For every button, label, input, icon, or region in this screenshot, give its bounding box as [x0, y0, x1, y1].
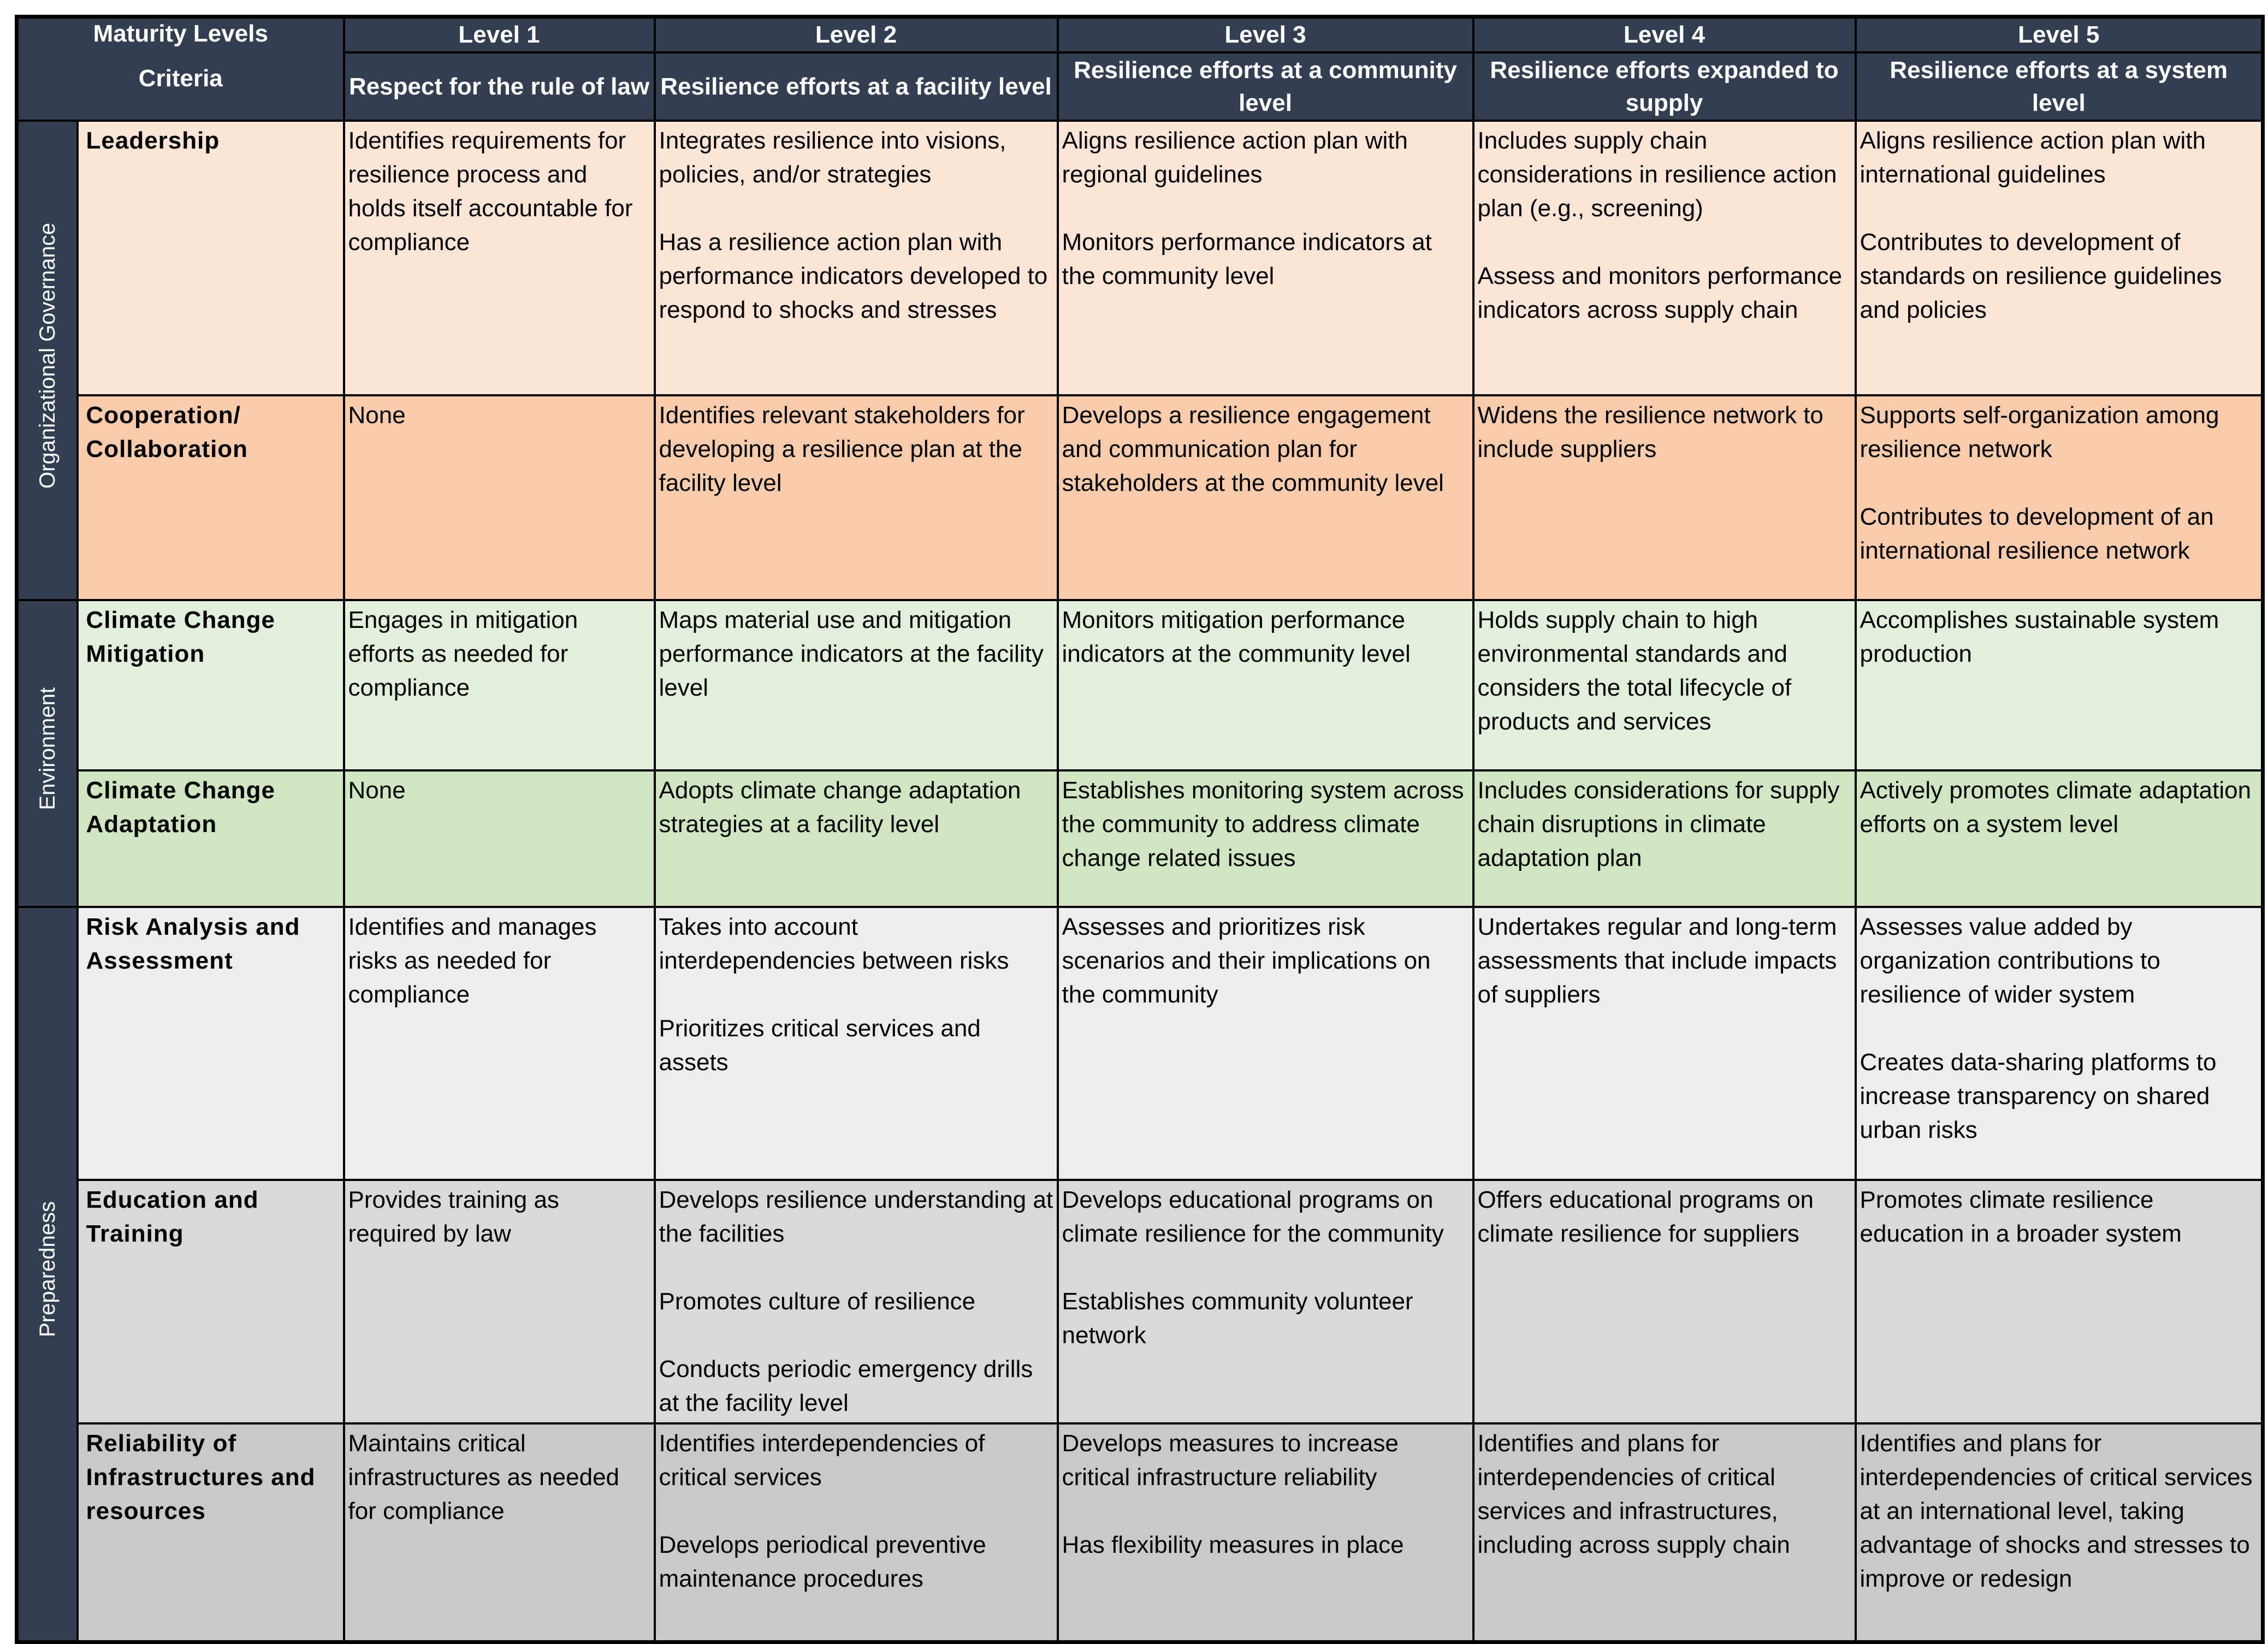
cell-text: Assesses value added by organization contributions to resilience of wider system — [1860, 913, 2160, 1008]
criterion-label: Climate Change Adaptation — [78, 770, 344, 907]
criterion-label: Education and Training — [78, 1180, 344, 1423]
cell-text: Takes into account interdependencies between risks — [659, 913, 1009, 974]
level-3-cell — [1058, 1423, 1473, 1642]
level-1-cell — [344, 600, 655, 770]
level-1-cell — [344, 907, 655, 1180]
cell-text: Supports self-organization among resilience network — [1860, 402, 2219, 462]
level-5-cell — [1856, 395, 2263, 600]
level-4-cell — [1473, 907, 1856, 1180]
level-2-cell — [655, 395, 1058, 600]
criterion-label: Cooperation/ Collaboration — [78, 395, 344, 600]
group-label: Preparedness — [35, 1201, 60, 1338]
maturity-levels-label: Maturity Levels — [93, 20, 268, 47]
cell-text: Offers educational programs on climate resilience for suppliers — [1477, 1186, 1814, 1247]
cell-text: Integrates resilience into visions, policies, and/or strategies — [659, 127, 1006, 188]
level-1-cell — [344, 395, 655, 600]
group-label: Organizational Governance — [35, 223, 60, 489]
group-label: Environment — [35, 687, 60, 810]
cell-text: Contributes to development of standards on resilience guidelines and policies — [1860, 229, 2222, 323]
level-3-cell — [1058, 600, 1473, 770]
cell-text: Undertakes regular and long-term assessments that include impacts of suppliers — [1477, 913, 1837, 1008]
level-3-cell — [1058, 907, 1473, 1180]
cell-text: Promotes climate resilience education in a broader system — [1860, 1186, 2182, 1247]
level-5-cell — [1856, 121, 2263, 395]
level-5-cell — [1856, 770, 2263, 907]
cell-text: Develops resilience understanding at the facilities — [659, 1186, 1053, 1247]
cell-text: Contributes to development of an international resilience network — [1860, 503, 2214, 564]
level-5-cell — [1856, 1423, 2263, 1642]
level-5-header: Level 5 — [1856, 17, 2263, 53]
cell-text: Conducts periodic emergency drills at the facility level — [659, 1356, 1033, 1416]
level-1-cell — [344, 1423, 655, 1642]
cell-text: Maintains critical infrastructures as needed for compliance — [348, 1430, 620, 1524]
criteria-row — [17, 1423, 2263, 1642]
cell-text: Identifies and plans for interdependencies of critical services and infrastructures, including across supply chain — [1477, 1430, 1790, 1558]
cell-text: Monitors performance indicators at the community level — [1062, 229, 1432, 289]
cell-text: Prioritizes critical services and assets — [659, 1015, 981, 1076]
criterion-label: Climate Change Mitigation — [78, 600, 344, 770]
cell-text: Adopts climate change adaptation strategies at a facility level — [659, 777, 1021, 838]
level-4-cell — [1473, 770, 1856, 907]
group-label-cell — [17, 600, 78, 907]
level-3-description: Resilience efforts at a community level — [1058, 52, 1473, 121]
cell-text: Widens the resilience network to include suppliers — [1477, 402, 1823, 462]
cell-text: Identifies requirements for resilience process and holds itself accountable for compliance — [348, 127, 633, 256]
criterion-label: Leadership — [78, 121, 344, 395]
cell-text: Engages in mitigation efforts as needed for compliance — [348, 607, 578, 701]
level-4-description: Resilience efforts expanded to supply — [1473, 52, 1856, 121]
criterion-label: Risk Analysis and Assessment — [78, 907, 344, 1180]
level-4-cell — [1473, 1180, 1856, 1423]
level-4-header: Level 4 — [1473, 17, 1856, 53]
level-1-cell — [344, 1180, 655, 1423]
criteria-row — [17, 1180, 2263, 1423]
level-5-cell — [1856, 907, 2263, 1180]
cell-text: Aligns resilience action plan with regional guidelines — [1062, 127, 1408, 188]
criterion-label: Reliability of Infrastructures and resources — [78, 1423, 344, 1642]
cell-text: Develops measures to increase critical infrastructure reliability — [1062, 1430, 1399, 1491]
cell-text: Provides training as required by law — [348, 1186, 559, 1247]
cell-text: Assesses and prioritizes risk scenarios and their implications on the community — [1062, 913, 1431, 1008]
group-label-cell — [17, 907, 78, 1642]
level-2-cell — [655, 121, 1058, 395]
cell-text: Has flexibility measures in place — [1062, 1532, 1404, 1558]
level-2-cell — [655, 1180, 1058, 1423]
criteria-row — [17, 770, 2263, 907]
level-3-cell — [1058, 770, 1473, 907]
cell-text: Actively promotes climate adaptation efforts on a system level — [1860, 777, 2252, 838]
level-1-cell — [344, 770, 655, 907]
cell-text: Aligns resilience action plan with international guidelines — [1860, 127, 2206, 188]
level-1-cell — [344, 121, 655, 395]
criteria-row — [17, 395, 2263, 600]
cell-text: Establishes monitoring system across the community to address climate change related issues — [1062, 777, 1464, 871]
level-5-cell — [1856, 600, 2263, 770]
level-2-cell — [655, 907, 1058, 1180]
criteria-label: Criteria — [138, 65, 223, 92]
cell-text: Develops educational programs on climate resilience for the community — [1062, 1186, 1444, 1247]
criteria-row — [17, 121, 2263, 395]
level-3-cell — [1058, 1180, 1473, 1423]
level-4-cell — [1473, 395, 1856, 600]
level-2-header: Level 2 — [655, 17, 1058, 53]
level-5-description: Resilience efforts at a system level — [1856, 52, 2263, 121]
cell-text: None — [348, 777, 406, 804]
level-2-cell — [655, 600, 1058, 770]
cell-text: Has a resilience action plan with performance indicators developed to respond to shocks and stresses — [659, 229, 1048, 323]
cell-text: None — [348, 402, 406, 429]
cell-text: Includes considerations for supply chain disruptions in climate adaptation plan — [1477, 777, 1840, 871]
cell-text: Establishes community volunteer network — [1062, 1288, 1413, 1349]
cell-text: Identifies relevant stakeholders for developing a resilience plan at the facility level — [659, 402, 1025, 496]
cell-text: Holds supply chain to high environmental standards and considers the total lifecycle of products and services — [1477, 607, 1792, 735]
cell-text: Accomplishes sustainable system production — [1860, 607, 2219, 667]
level-1-description: Respect for the rule of law — [344, 52, 655, 121]
level-4-cell — [1473, 1423, 1856, 1642]
level-1-header: Level 1 — [344, 17, 655, 53]
level-3-header: Level 3 — [1058, 17, 1473, 53]
level-2-cell — [655, 1423, 1058, 1642]
cell-text: Identifies and plans for interdependencies of critical services at an international level, taking advantage of shocks and stresses to improve or redesign — [1860, 1430, 2253, 1592]
level-2-cell — [655, 770, 1058, 907]
cell-text: Maps material use and mitigation performance indicators at the facility level — [659, 607, 1044, 701]
cell-text: Monitors mitigation performance indicators at the community level — [1062, 607, 1411, 667]
cell-text: Assess and monitors performance indicators across supply chain — [1477, 263, 1843, 323]
cell-text: Promotes culture of resilience — [659, 1288, 976, 1315]
cell-text: Develops periodical preventive maintenance procedures — [659, 1532, 986, 1592]
maturity-criteria-header — [17, 17, 344, 121]
cell-text: Identifies and manages risks as needed for compliance — [348, 913, 597, 1008]
criteria-row — [17, 600, 2263, 770]
cell-text: Includes supply chain considerations in resilience action plan (e.g., screening) — [1477, 127, 1837, 222]
group-label-cell — [17, 121, 78, 600]
level-2-description: Resilience efforts at a facility level — [655, 52, 1058, 121]
level-3-cell — [1058, 395, 1473, 600]
level-5-cell — [1856, 1180, 2263, 1423]
cell-text: Develops a resilience engagement and communication plan for stakeholders at the community level — [1062, 402, 1444, 496]
maturity-matrix-table — [15, 15, 2265, 1644]
criteria-row — [17, 907, 2263, 1180]
cell-text: Creates data-sharing platforms to increase transparency on shared urban risks — [1860, 1049, 2217, 1143]
cell-text: Identifies interdependencies of critical services — [659, 1430, 985, 1491]
level-4-cell — [1473, 121, 1856, 395]
level-3-cell — [1058, 121, 1473, 395]
level-4-cell — [1473, 600, 1856, 770]
